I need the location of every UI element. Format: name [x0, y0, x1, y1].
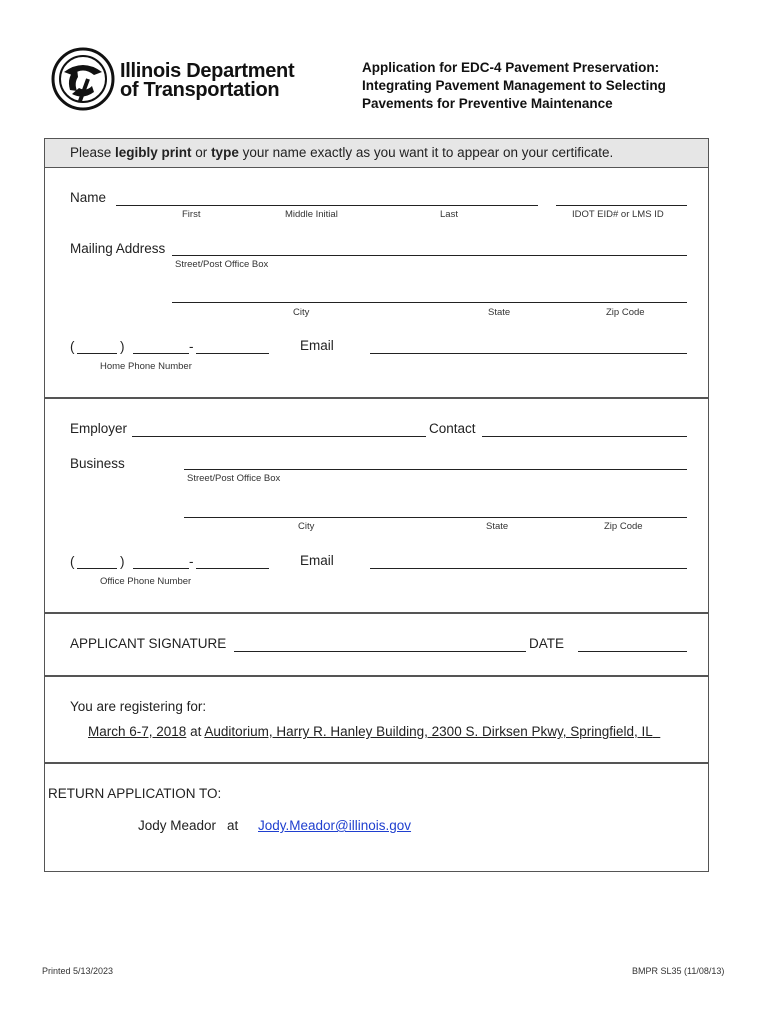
business-email-label: Email	[300, 553, 334, 568]
business-label: Business	[70, 456, 125, 471]
last-label: Last	[440, 209, 458, 220]
title-line-1: Application for EDC-4 Pavement Preservation:	[362, 60, 660, 75]
date-field[interactable]	[578, 651, 687, 652]
contact-field[interactable]	[482, 436, 687, 437]
office-phone-area-field[interactable]	[77, 568, 117, 569]
section-divider	[45, 612, 708, 614]
return-application-label: RETURN APPLICATION TO:	[48, 786, 222, 801]
form-id: BMPR SL35 (11/08/13)	[632, 966, 725, 976]
mailing-street-field[interactable]	[172, 255, 687, 256]
eid-field[interactable]	[556, 205, 687, 206]
business-state-label: State	[486, 521, 509, 532]
mailing-address-label: Mailing Address	[70, 241, 166, 256]
agency-line-2: of Transportation	[120, 79, 280, 101]
home-phone-dash: -	[189, 339, 194, 354]
return-email-link[interactable]: Jody.Meador@illinois.gov	[258, 818, 412, 833]
section-divider	[45, 762, 708, 764]
registering-for-label: You are registering for:	[70, 699, 207, 714]
business-city-label: City	[298, 521, 315, 532]
signature-label: APPLICANT SIGNATURE	[70, 636, 227, 651]
business-city-field[interactable]	[184, 517, 687, 518]
business-email-field[interactable]	[370, 568, 687, 569]
office-phone-dash: -	[189, 554, 194, 569]
business-street-field[interactable]	[184, 469, 687, 470]
signature-field[interactable]	[234, 651, 526, 652]
instructions-text: Please legibly print or type your name exactly as you want it to appear on your certificate.	[70, 145, 614, 160]
home-phone-prefix-field[interactable]	[133, 353, 189, 354]
employer-field[interactable]	[132, 436, 426, 437]
office-phone-line-field[interactable]	[196, 568, 269, 569]
title-line-3: Pavements for Preventive Maintenance	[362, 96, 613, 111]
office-phone-label: Office Phone Number	[100, 576, 192, 587]
home-phone-close-paren: )	[120, 339, 125, 354]
first-label: First	[182, 209, 201, 220]
home-phone-label: Home Phone Number	[100, 361, 192, 372]
employer-label: Employer	[70, 421, 128, 436]
registration-date: March 6-7, 2018	[88, 724, 187, 739]
middle-initial-label: Middle Initial	[285, 209, 338, 220]
name-field[interactable]	[116, 205, 538, 206]
home-phone-line-field[interactable]	[196, 353, 269, 354]
title-line-2: Integrating Pavement Management to Selecting	[362, 78, 666, 93]
eid-label: IDOT EID# or LMS ID	[572, 209, 664, 220]
business-zip-label: Zip Code	[604, 521, 643, 532]
home-phone-open-paren: (	[70, 339, 75, 354]
agency-name	[120, 62, 294, 100]
state-label: State	[488, 307, 511, 318]
office-phone-open-paren: (	[70, 554, 75, 569]
printed-date: Printed 5/13/2023	[42, 966, 114, 976]
business-street-label: Street/Post Office Box	[187, 473, 281, 484]
registration-location: Auditorium, Harry R. Hanley Building, 2300 S. Dirksen Pkwy, Springfield, IL	[204, 724, 653, 739]
registration-details: March 6-7, 2018 at Auditorium, Harry R. Hanley Building, 2300 S. Dirksen Pkwy, Springfield, IL	[88, 724, 653, 739]
section-divider	[45, 675, 708, 677]
office-phone-close-paren: )	[120, 554, 125, 569]
home-phone-area-field[interactable]	[77, 353, 117, 354]
zip-label: Zip Code	[606, 307, 645, 318]
email-field[interactable]	[370, 353, 687, 354]
date-label: DATE	[529, 636, 565, 651]
agency-line-1: Illinois Department	[120, 60, 295, 82]
street-label: Street/Post Office Box	[175, 259, 269, 270]
name-label: Name	[70, 190, 107, 205]
contact-label: Contact	[429, 421, 476, 436]
return-at: at	[227, 818, 239, 833]
return-person: Jody Meador	[138, 818, 217, 833]
mailing-city-field[interactable]	[172, 302, 687, 303]
form-title	[362, 59, 722, 113]
office-phone-prefix-field[interactable]	[133, 568, 189, 569]
city-label: City	[293, 307, 310, 318]
email-label: Email	[300, 338, 334, 353]
section-divider	[45, 397, 708, 399]
